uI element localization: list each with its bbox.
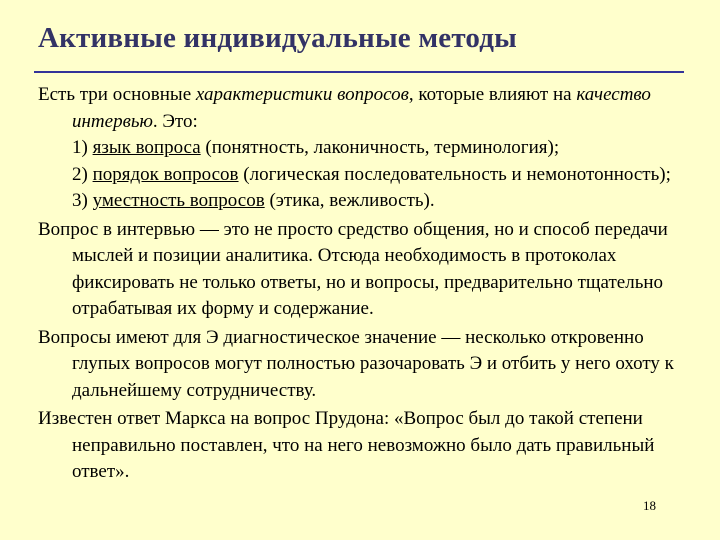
list-item-number: 1) [72,137,93,158]
intro-paragraph [38,82,698,135]
list-item-number: 2) [72,163,93,185]
list-item-details: (логическая последовательность и немонотонность); [238,163,671,185]
intro-emphasis-characteristics: характеристики вопросов [195,84,409,105]
list-item-term: уместность вопросов [92,190,265,211]
intro-text-c: , которые влияют на [408,84,577,105]
list-item-term: язык вопроса [92,137,201,158]
list-item-details: (понятность, лаконичность, терминология); [200,137,560,158]
paragraph-question-role: Вопрос в интервью — это не просто средство общения, но и способ передачи мыслей и позиции аналитика. Отсюда необходимость в протоколах фиксировать не только ответы, но и вопросы, предварительно тщательно отрабатывая их форму и содержание. [38,218,668,319]
list-item [38,135,698,162]
paragraph-marx-quote: Известен ответ Маркса на вопрос Прудона: «Вопрос был до такой степени неправильно поставлен, что на него невозможно было дать правильный ответ». [38,408,655,482]
list-item-number: 3) [72,190,93,211]
list-item-details: (этика, вежливость). [264,190,435,211]
intro-text-e: . Это: [152,110,198,132]
list-item [38,188,698,215]
slide-body [38,82,698,486]
list-item-term: порядок вопросов [92,163,239,185]
paragraph-diagnostic-value: Вопросы имеют для Э диагностическое значение — несколько откровенно глупых вопросов могут полностью разочаровать Э и отбить у него охоту к дальнейшему сотрудничеству. [38,326,674,401]
intro-emphasis-quality: качество интервью [72,84,651,132]
title-divider [34,71,684,73]
page-number: 18 [643,498,656,513]
intro-text-a: Есть три основные [38,84,196,105]
slide-title: Активные индивидуальные методы [38,22,517,54]
list-item [38,162,698,189]
